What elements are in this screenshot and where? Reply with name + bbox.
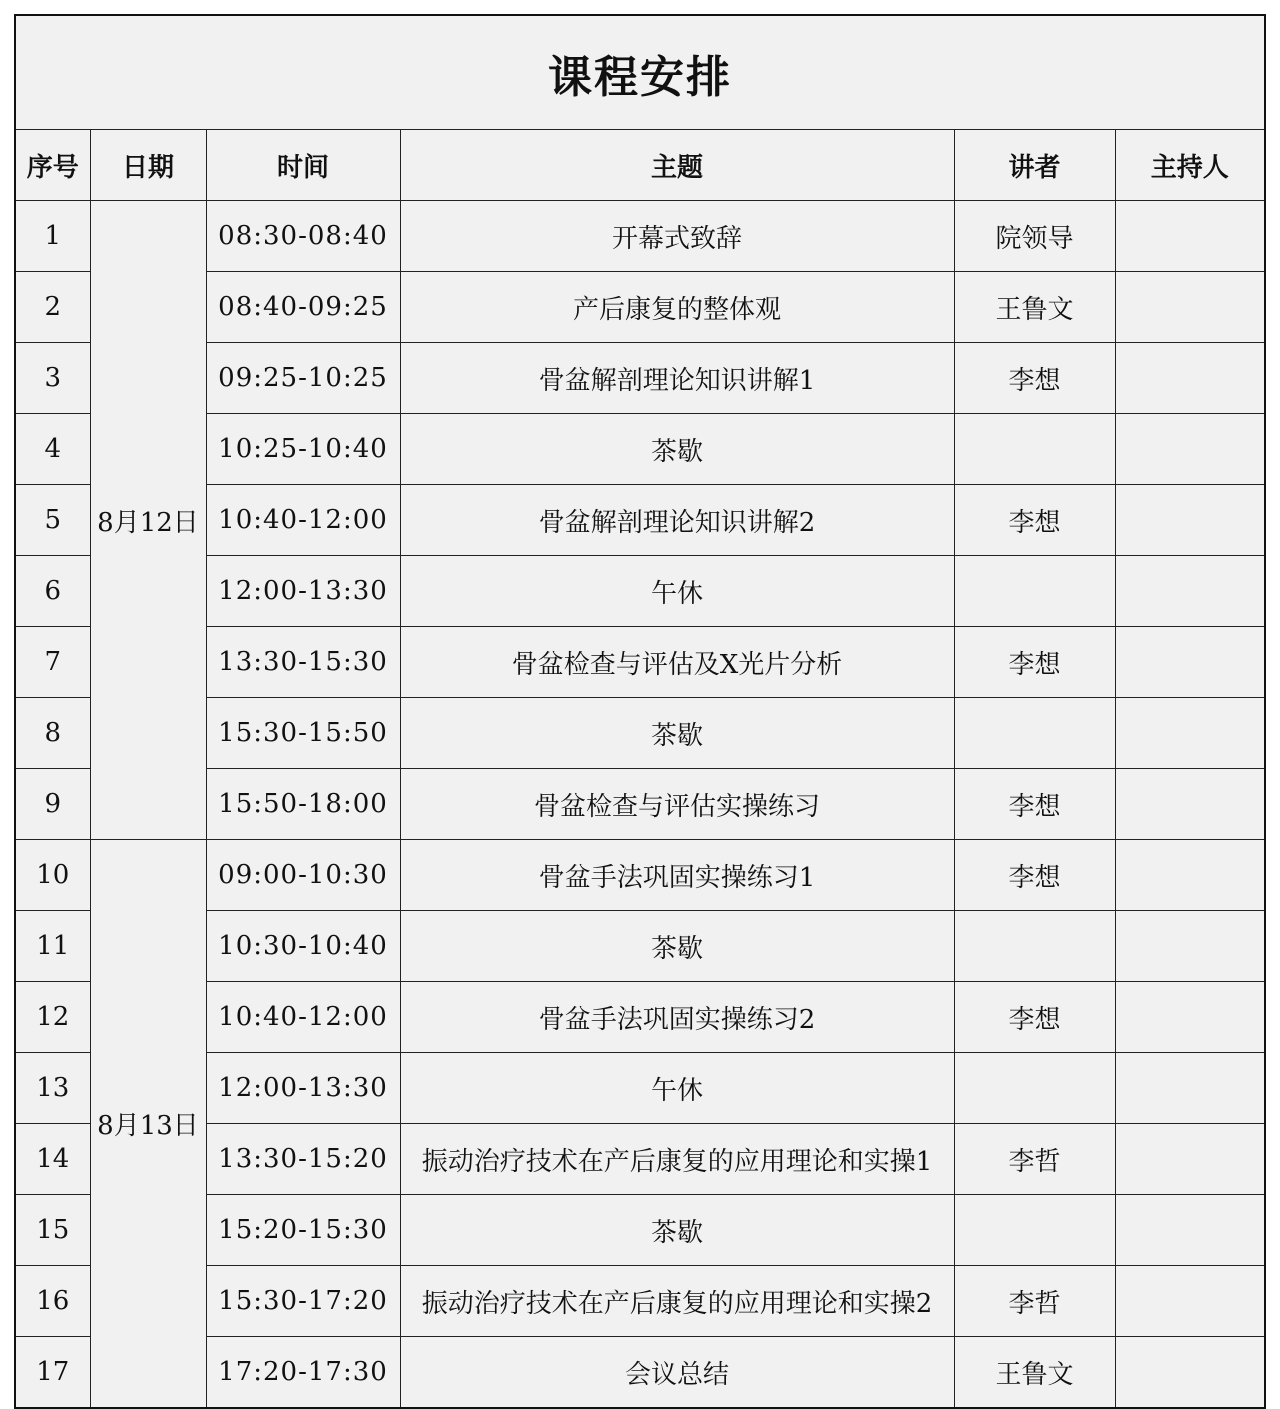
row-index: 2 <box>15 272 90 343</box>
row-index: 17 <box>15 1337 90 1409</box>
row-topic: 茶歇 <box>400 414 954 485</box>
row-host <box>1115 1266 1265 1337</box>
row-speaker: 王鲁文 <box>954 1337 1115 1409</box>
row-time: 12:00-13:30 <box>206 556 400 627</box>
row-time: 08:40-09:25 <box>206 272 400 343</box>
row-topic: 骨盆检查与评估实操练习 <box>400 769 954 840</box>
row-topic: 骨盆手法巩固实操练习1 <box>400 840 954 911</box>
header-row <box>15 130 1265 201</box>
row-time: 12:00-13:30 <box>206 1053 400 1124</box>
row-topic: 骨盆手法巩固实操练习2 <box>400 982 954 1053</box>
row-speaker <box>954 1195 1115 1266</box>
row-host <box>1115 840 1265 911</box>
row-host <box>1115 698 1265 769</box>
row-time: 09:00-10:30 <box>206 840 400 911</box>
row-host <box>1115 272 1265 343</box>
row-index: 16 <box>15 1266 90 1337</box>
row-host <box>1115 1053 1265 1124</box>
header-index: 序号 <box>15 130 90 201</box>
row-time: 15:30-17:20 <box>206 1266 400 1337</box>
row-speaker: 李想 <box>954 343 1115 414</box>
row-host <box>1115 982 1265 1053</box>
row-time: 13:30-15:20 <box>206 1124 400 1195</box>
row-speaker: 李想 <box>954 982 1115 1053</box>
row-topic: 振动治疗技术在产后康复的应用理论和实操1 <box>400 1124 954 1195</box>
row-topic: 开幕式致辞 <box>400 201 954 272</box>
row-topic: 骨盆解剖理论知识讲解1 <box>400 343 954 414</box>
row-speaker: 王鲁文 <box>954 272 1115 343</box>
row-host <box>1115 1337 1265 1409</box>
row-index: 5 <box>15 485 90 556</box>
row-index: 10 <box>15 840 90 911</box>
row-time: 15:20-15:30 <box>206 1195 400 1266</box>
row-speaker: 李想 <box>954 485 1115 556</box>
row-speaker: 李哲 <box>954 1266 1115 1337</box>
row-index: 11 <box>15 911 90 982</box>
row-index: 8 <box>15 698 90 769</box>
row-speaker: 李想 <box>954 840 1115 911</box>
row-speaker <box>954 556 1115 627</box>
row-topic: 茶歇 <box>400 911 954 982</box>
date-cell-day1: 8月12日 <box>90 201 206 840</box>
row-host <box>1115 911 1265 982</box>
row-speaker: 院领导 <box>954 201 1115 272</box>
row-speaker <box>954 1053 1115 1124</box>
row-topic: 茶歇 <box>400 1195 954 1266</box>
row-speaker <box>954 414 1115 485</box>
row-index: 7 <box>15 627 90 698</box>
row-index: 9 <box>15 769 90 840</box>
header-host: 主持人 <box>1115 130 1265 201</box>
row-host <box>1115 1195 1265 1266</box>
row-host <box>1115 1124 1265 1195</box>
row-time: 10:30-10:40 <box>206 911 400 982</box>
row-host <box>1115 627 1265 698</box>
row-time: 09:25-10:25 <box>206 343 400 414</box>
row-topic: 午休 <box>400 556 954 627</box>
row-host <box>1115 769 1265 840</box>
row-time: 15:30-15:50 <box>206 698 400 769</box>
row-index: 3 <box>15 343 90 414</box>
header-speaker: 讲者 <box>954 130 1115 201</box>
row-index: 12 <box>15 982 90 1053</box>
row-speaker: 李哲 <box>954 1124 1115 1195</box>
row-time: 10:40-12:00 <box>206 485 400 556</box>
row-topic: 午休 <box>400 1053 954 1124</box>
row-speaker <box>954 911 1115 982</box>
header-date: 日期 <box>90 130 206 201</box>
row-host <box>1115 556 1265 627</box>
schedule-table <box>14 14 1266 1409</box>
table-row <box>15 840 1265 911</box>
header-time: 时间 <box>206 130 400 201</box>
row-time: 17:20-17:30 <box>206 1337 400 1409</box>
row-index: 6 <box>15 556 90 627</box>
row-time: 13:30-15:30 <box>206 627 400 698</box>
schedule-body <box>15 15 1265 1408</box>
row-speaker: 李想 <box>954 627 1115 698</box>
row-host <box>1115 414 1265 485</box>
row-time: 10:25-10:40 <box>206 414 400 485</box>
row-speaker <box>954 698 1115 769</box>
row-topic: 茶歇 <box>400 698 954 769</box>
row-index: 13 <box>15 1053 90 1124</box>
row-topic: 骨盆检查与评估及X光片分析 <box>400 627 954 698</box>
row-topic: 振动治疗技术在产后康复的应用理论和实操2 <box>400 1266 954 1337</box>
row-host <box>1115 485 1265 556</box>
table-row <box>15 201 1265 272</box>
row-index: 15 <box>15 1195 90 1266</box>
row-time: 10:40-12:00 <box>206 982 400 1053</box>
date-cell-day2: 8月13日 <box>90 840 206 1409</box>
row-speaker: 李想 <box>954 769 1115 840</box>
row-topic: 产后康复的整体观 <box>400 272 954 343</box>
row-host <box>1115 343 1265 414</box>
header-topic: 主题 <box>400 130 954 201</box>
row-index: 4 <box>15 414 90 485</box>
title-row <box>15 15 1265 130</box>
row-index: 14 <box>15 1124 90 1195</box>
row-time: 15:50-18:00 <box>206 769 400 840</box>
row-time: 08:30-08:40 <box>206 201 400 272</box>
table-title: 课程安排 <box>15 15 1265 130</box>
row-index: 1 <box>15 201 90 272</box>
row-topic: 骨盆解剖理论知识讲解2 <box>400 485 954 556</box>
row-host <box>1115 201 1265 272</box>
row-topic: 会议总结 <box>400 1337 954 1409</box>
